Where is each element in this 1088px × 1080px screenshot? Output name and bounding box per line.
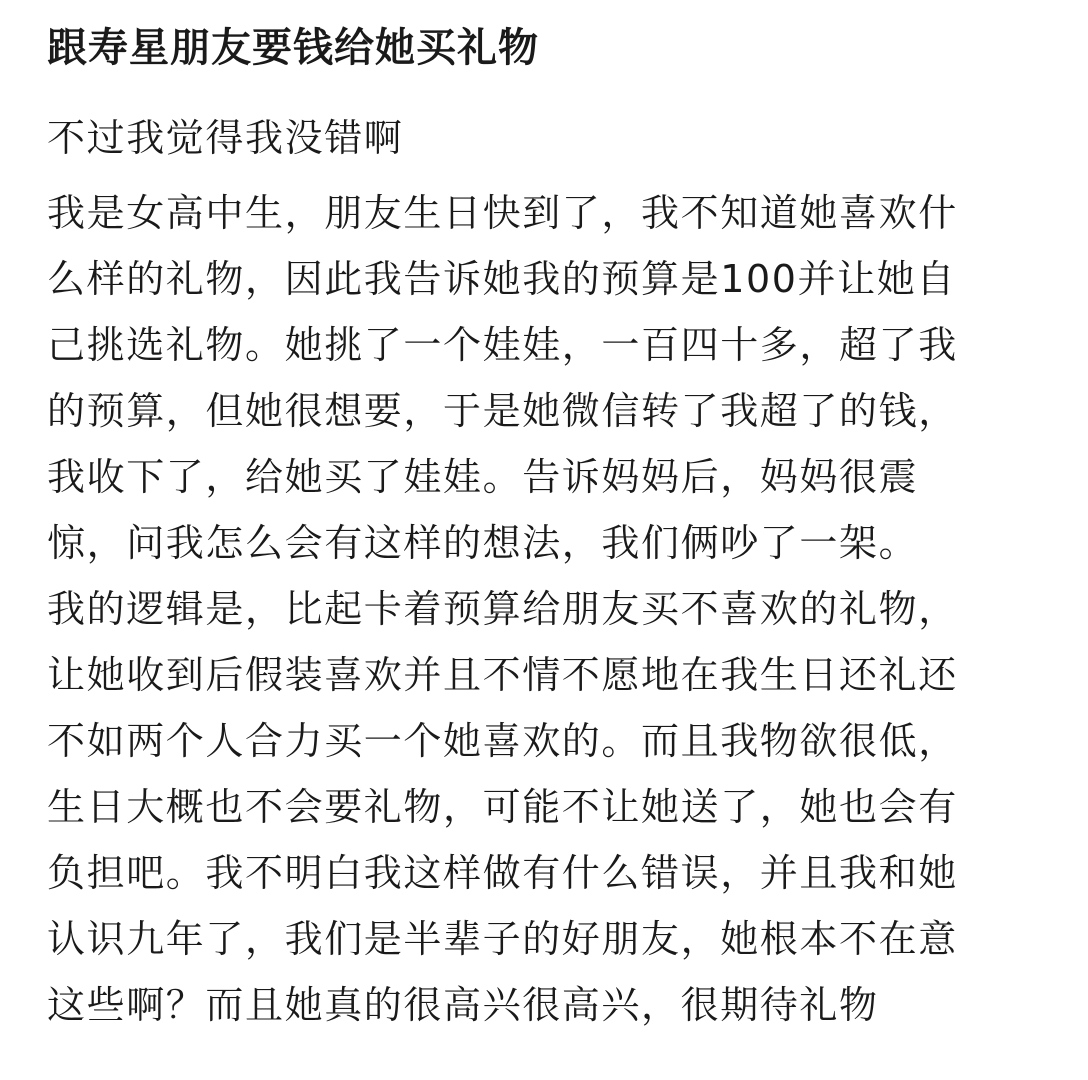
body-line: 我收下了，给她买了娃娃。告诉妈妈后，妈妈很震 bbox=[47, 455, 919, 499]
watermark-fade bbox=[908, 1032, 1088, 1080]
body-line: 让她收到后假装喜欢并且不情不愿地在我生日还礼还 bbox=[47, 653, 958, 697]
post-body bbox=[47, 114, 1047, 1038]
body-line: 惊，问我怎么会有这样的想法，我们俩吵了一架。 bbox=[47, 521, 919, 565]
post-title: 跟寿星朋友要钱给她买礼物 bbox=[47, 25, 539, 71]
body-line: 的预算，但她很想要，于是她微信转了我超了的钱， bbox=[47, 389, 958, 433]
body-line: 不过我觉得我没错啊 bbox=[47, 116, 404, 160]
body-line: 么样的礼物，因此我告诉她我的预算是100并让她自 bbox=[47, 257, 956, 301]
body-line: 这些啊？而且她真的很高兴很高兴，很期待礼物 bbox=[47, 983, 879, 1027]
body-line: 认识九年了，我们是半辈子的好朋友，她根本不在意 bbox=[47, 917, 958, 961]
body-line: 我的逻辑是，比起卡着预算给朋友买不喜欢的礼物， bbox=[47, 587, 958, 631]
body-line: 生日大概也不会要礼物，可能不让她送了，她也会有 bbox=[47, 785, 958, 829]
body-line: 负担吧。我不明白我这样做有什么错误，并且我和她 bbox=[47, 851, 958, 895]
body-line: 己挑选礼物。她挑了一个娃娃，一百四十多，超了我 bbox=[47, 323, 958, 367]
body-line: 我是女高中生，朋友生日快到了，我不知道她喜欢什 bbox=[47, 191, 958, 235]
post bbox=[47, 0, 1047, 1038]
body-line: 不如两个人合力买一个她喜欢的。而且我物欲很低， bbox=[47, 719, 958, 763]
